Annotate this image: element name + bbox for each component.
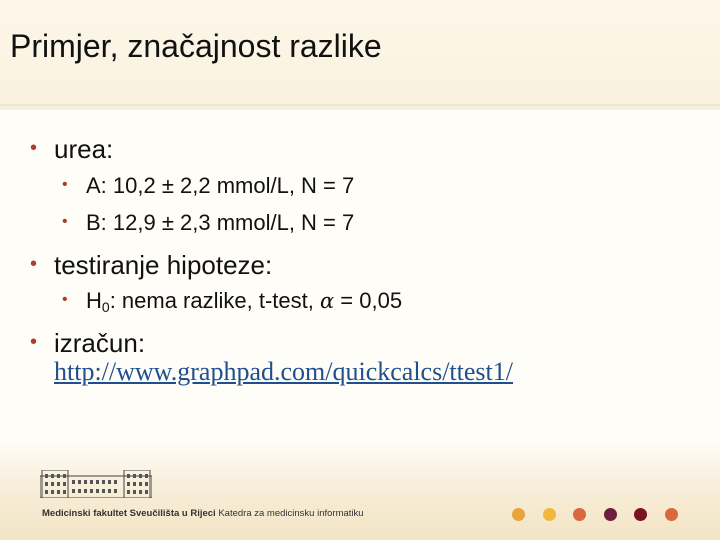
footer-dot <box>604 508 617 521</box>
bullet-text: B: 12,9 ± 2,3 mmol/L, N = 7 <box>86 210 355 235</box>
bullet-text: A: 10,2 ± 2,2 mmol/L, N = 7 <box>86 173 355 198</box>
footer-institution <box>42 508 364 519</box>
alpha-value: = 0,05 <box>334 288 403 313</box>
footer-dot <box>634 508 647 521</box>
bullet-dot: • <box>30 137 38 159</box>
bullet-text: urea: <box>54 134 114 164</box>
bullet-dot: • <box>62 291 68 308</box>
hypothesis-text: : nema razlike, t-test, <box>109 288 320 313</box>
bullet-text: izračun: <box>54 328 146 358</box>
footer-dot <box>573 508 586 521</box>
bullet-dot: • <box>62 176 68 193</box>
faculty-building-logo <box>40 470 152 498</box>
bullet-dot: • <box>62 213 68 230</box>
alpha-symbol: α <box>319 289 335 313</box>
footer-dot <box>512 508 525 521</box>
department-name: Katedra za medicinsku informatiku <box>215 508 364 519</box>
bullet-dot: • <box>30 253 38 275</box>
footer-dot <box>665 508 678 521</box>
bullet-dot: • <box>30 331 38 353</box>
h-symbol: H <box>86 288 102 313</box>
graphpad-link[interactable]: http://www.graphpad.com/quickcalcs/ttest1/ <box>54 357 513 386</box>
slide-title: Primjer, značajnost razlike <box>10 28 382 64</box>
h-subscript: 0 <box>101 299 110 315</box>
footer-dot <box>543 508 556 521</box>
faculty-name: Medicinski fakultet Sveučilišta u Rijeci <box>42 508 216 519</box>
bullet-text: testiranje hipoteze: <box>54 250 273 280</box>
bullet-text <box>86 288 402 314</box>
